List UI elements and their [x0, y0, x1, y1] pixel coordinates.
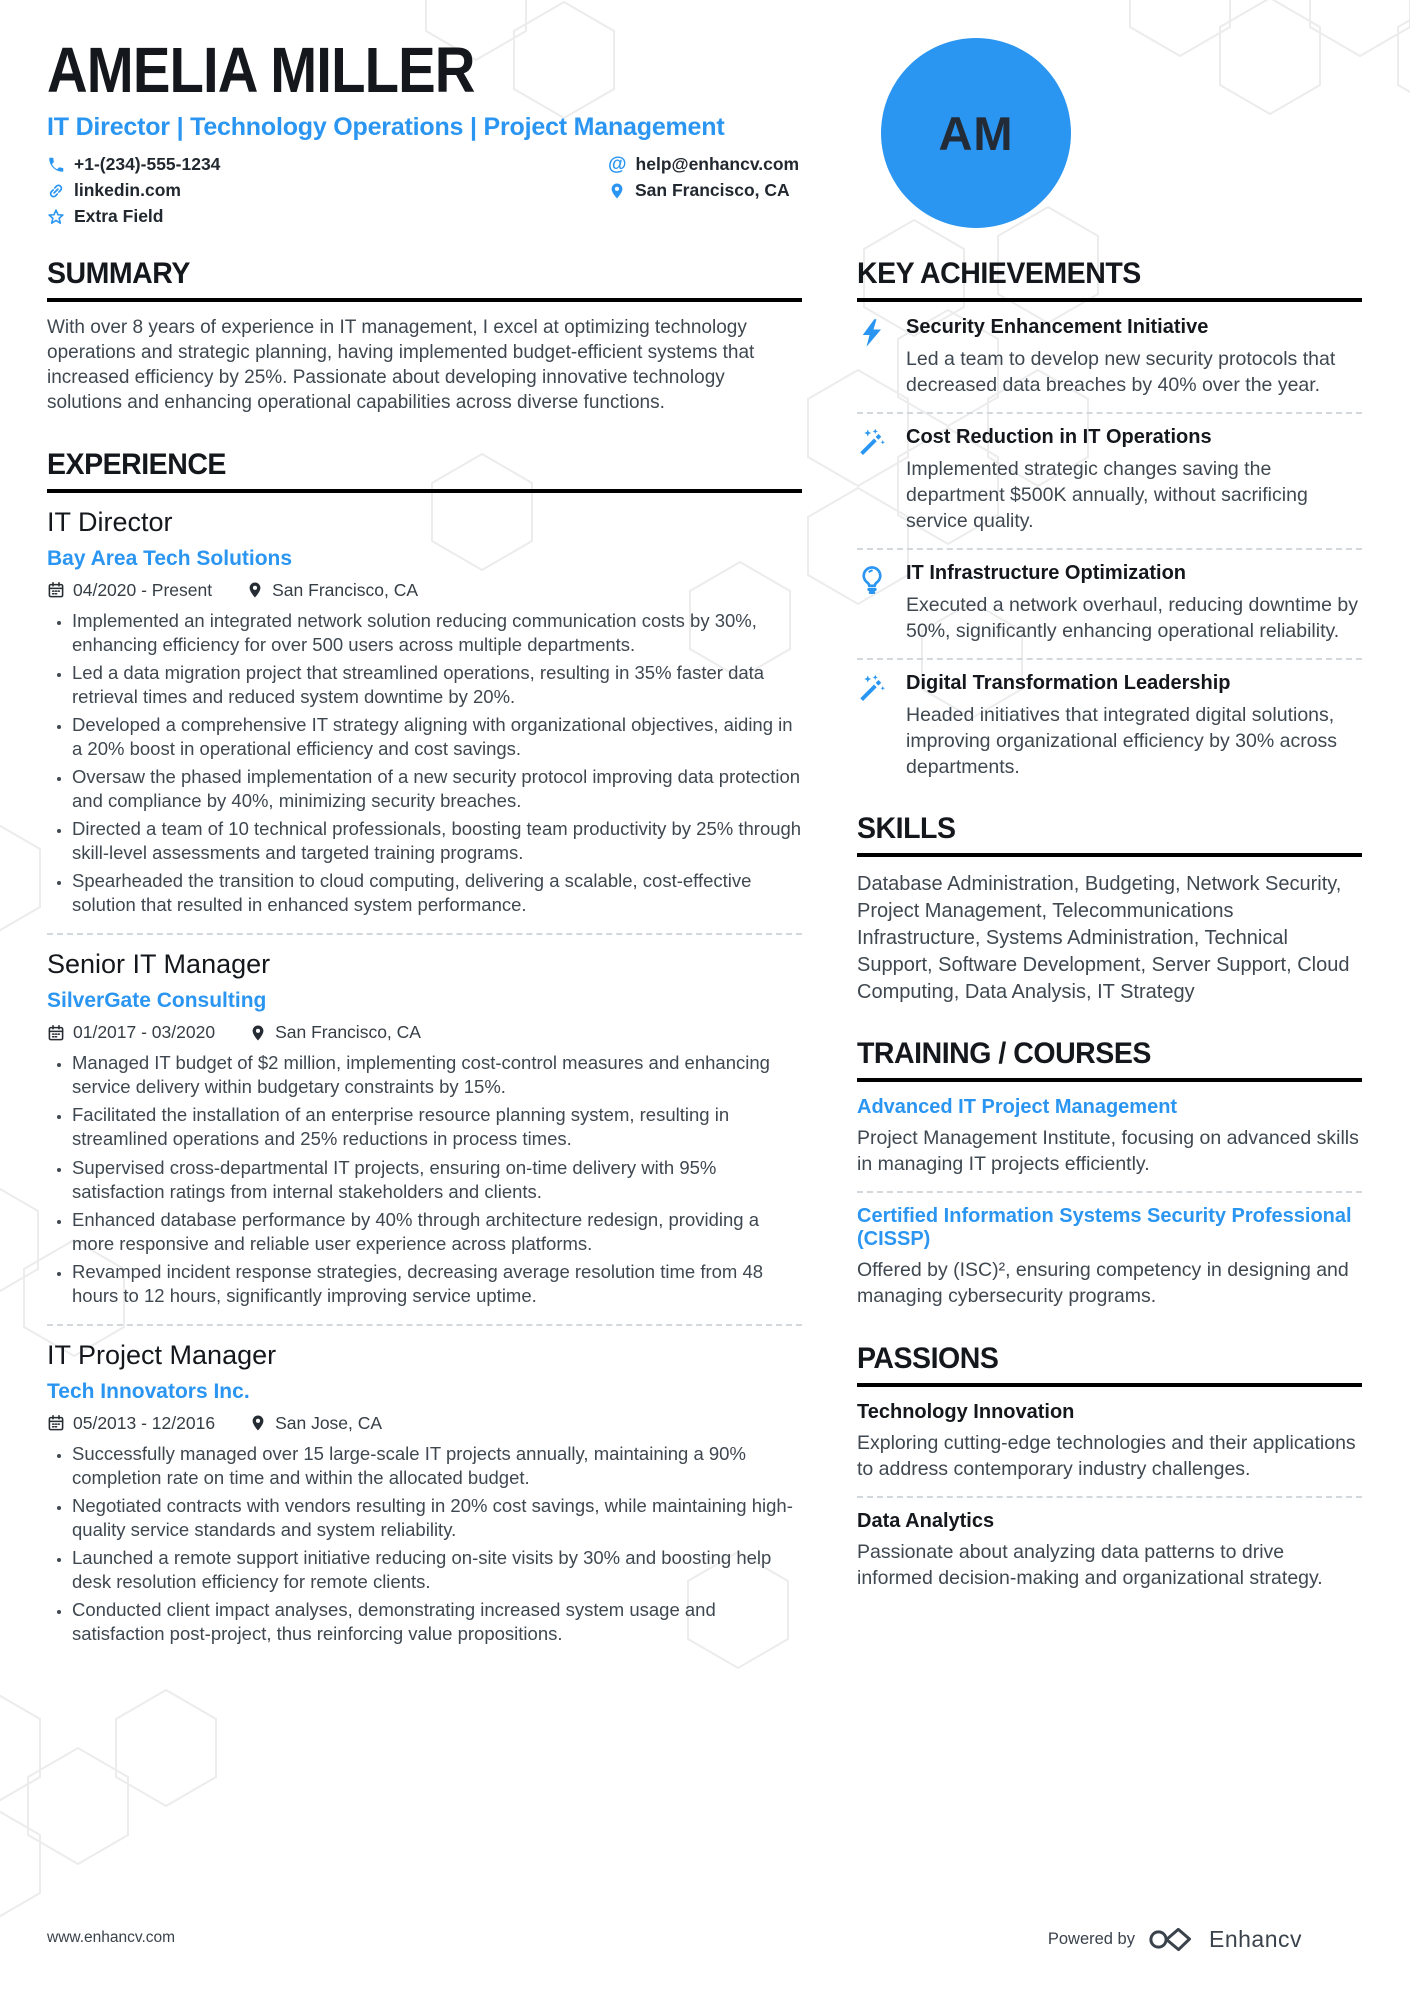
achievement-item	[857, 426, 1362, 535]
location-icon	[249, 1024, 267, 1042]
job-headline: IT Director | Technology Operations | Project Management	[47, 113, 725, 142]
job-bullet: • Conducted client impact analyses, demonstrating increased system usage and satisfaction post-project, thus reinforcing value propositions.	[72, 1598, 802, 1646]
location-icon	[249, 1414, 267, 1432]
hexagon-decor	[114, 1688, 218, 1808]
course-divider	[857, 1191, 1362, 1193]
course-item	[857, 1205, 1362, 1310]
achievement-divider	[857, 548, 1362, 550]
summary-text: With over 8 years of experience in IT management, I excel at optimizing technology operations and strategic planning, having implemented budget-efficient systems that increased efficiency by 25%. Passionate about developing innovative technology solutions and enhancing operational capabilities across diverse functions.	[47, 317, 755, 413]
passion-text: Exploring cutting-edge technologies and their applications to address contemporary industry challenges.	[857, 1432, 1356, 1481]
course-item	[857, 1096, 1362, 1178]
job-bullet: • Developed a comprehensive IT strategy aligning with organizational objectives, aiding in a 20% boost in operational efficiency and cost savings.	[72, 713, 802, 761]
location-icon	[608, 182, 626, 200]
job-dates: 04/2020 - Present	[47, 580, 212, 601]
job-bullet: • Spearheaded the transition to cloud computing, delivering a scalable, cost-effective solution that resulted in enhanced system performance.	[72, 869, 802, 917]
job-company: SilverGate Consulting	[47, 989, 267, 1013]
experience-section	[47, 448, 802, 1646]
phone-number: +1-(234)-555-1234	[74, 154, 221, 175]
achievement-title: Security Enhancement Initiative	[906, 316, 1209, 339]
at-icon: @	[608, 154, 627, 176]
job-company: Bay Area Tech Solutions	[47, 546, 293, 570]
job-location: San Francisco, CA	[249, 1022, 421, 1043]
contact-info	[47, 154, 947, 227]
achievement-item	[857, 562, 1362, 645]
avatar-initials: AM	[938, 106, 1014, 160]
passions-heading: PASSIONS	[857, 1342, 1362, 1387]
skills-heading: SKILLS	[857, 812, 1362, 857]
job-dates: 05/2013 - 12/2016	[47, 1413, 215, 1434]
passion-divider	[857, 1496, 1362, 1498]
magic-wand-icon	[857, 674, 887, 704]
entry-divider	[47, 1324, 802, 1326]
summary-section	[47, 257, 802, 416]
job-location: San Francisco, CA	[246, 580, 418, 601]
summary-heading: SUMMARY	[47, 257, 802, 302]
skills-list: Database Administration, Budgeting, Network Security, Project Management, Telecommunications Infrastructure, Systems Administration, Technical Support, Software Development, Server Support, Cloud Computing, Data Analysis, IT Strategy	[857, 873, 1350, 1003]
passion-item	[857, 1401, 1362, 1483]
phone-contact[interactable]	[47, 154, 608, 175]
job-meta	[47, 1022, 802, 1043]
linkedin-contact[interactable]	[47, 180, 608, 201]
calendar-icon	[47, 1024, 65, 1042]
entry-divider	[47, 933, 802, 935]
key-achievements-section	[857, 257, 1362, 780]
hexagon-decor	[26, 1746, 130, 1866]
passion-item	[857, 1510, 1362, 1592]
job-title: IT Director	[47, 506, 173, 537]
job-bullets	[47, 1442, 802, 1646]
calendar-icon	[47, 581, 65, 599]
experience-heading: EXPERIENCE	[47, 448, 802, 493]
job-company: Tech Innovators Inc.	[47, 1379, 250, 1403]
skills-section	[857, 812, 1362, 1005]
job-bullet: • Facilitated the installation of an enterprise resource planning system, resulting in streamlined operations and 25% reductions in process times.	[72, 1103, 802, 1151]
hexagon-decor	[0, 1688, 42, 1808]
achievement-item	[857, 316, 1362, 399]
link-icon	[47, 182, 65, 200]
achievement-title: Cost Reduction in IT Operations	[906, 426, 1212, 449]
lightbulb-icon	[857, 564, 887, 594]
resume-header	[47, 34, 1362, 227]
bolt-icon	[857, 318, 887, 348]
job-bullet: • Managed IT budget of $2 million, implementing cost-control measures and enhancing service delivery within budgetary constraints by 15%.	[72, 1051, 802, 1099]
passion-title: Technology Innovation	[857, 1401, 1075, 1424]
key-achievements-heading: KEY ACHIEVEMENTS	[857, 257, 1362, 302]
job-title: IT Project Manager	[47, 1339, 277, 1370]
job-bullets	[47, 609, 802, 918]
calendar-icon	[47, 1414, 65, 1432]
achievement-title: IT Infrastructure Optimization	[906, 561, 1187, 584]
magic-wand-icon	[857, 428, 887, 458]
job-location: San Jose, CA	[249, 1413, 382, 1434]
achievement-item	[857, 672, 1362, 781]
passions-section	[857, 1342, 1362, 1592]
experience-entry	[47, 949, 802, 1307]
star-icon	[47, 208, 65, 226]
job-bullet: • Launched a remote support initiative reducing on-site visits by 30% and boosting help desk resolution efficiency for remote clients.	[72, 1546, 802, 1594]
extra-field-contact	[47, 206, 608, 227]
extra-field-text: Extra Field	[74, 206, 164, 227]
achievement-text: Implemented strategic changes saving the department $500K annually, without sacrificing service quality.	[906, 458, 1308, 532]
job-bullet: • Supervised cross-departmental IT projects, ensuring on-time delivery with 95% satisfaction ratings from internal stakeholders and clients.	[72, 1156, 802, 1204]
brand-name: Enhancv	[1208, 1926, 1302, 1952]
job-bullet: • Led a data migration project that streamlined operations, resulting in 35% faster data retrieval times and reduced system downtime by 20%.	[72, 661, 802, 709]
hexagon-decor	[0, 1804, 42, 1924]
experience-entry	[47, 507, 802, 918]
email-address: help@enhancv.com	[635, 154, 800, 175]
job-bullet: • Negotiated contracts with vendors resulting in 20% cost savings, while maintaining high-quality service standards and system reliability.	[72, 1494, 802, 1542]
achievement-text: Executed a network overhaul, reducing downtime by 50%, significantly enhancing operational reliability.	[906, 593, 1359, 642]
job-meta	[47, 1413, 802, 1434]
job-meta	[47, 580, 802, 601]
phone-icon	[47, 156, 65, 174]
course-title: Certified Information Systems Security Professional (CISSP)	[857, 1205, 1352, 1251]
training-heading: TRAINING / COURSES	[857, 1037, 1362, 1082]
experience-entry	[47, 1340, 802, 1646]
location-text: San Francisco, CA	[635, 180, 790, 201]
course-text: Project Management Institute, focusing on advanced skills in managing IT projects efficiently.	[857, 1127, 1359, 1176]
achievement-divider	[857, 658, 1362, 660]
person-name: AMELIA MILLER	[47, 34, 475, 106]
job-bullet: • Enhanced database performance by 40% through architecture redesign, providing a more responsive and reliable user experience across platforms.	[72, 1208, 802, 1256]
powered-by-block[interactable]	[1048, 1926, 1302, 1953]
training-section	[857, 1037, 1362, 1310]
job-bullet: • Directed a team of 10 technical professionals, boosting team productivity by 25% through skill-level assessments and targeted training programs.	[72, 817, 802, 865]
avatar	[881, 38, 1071, 228]
job-bullet: • Successfully managed over 15 large-scale IT projects annually, maintaining a 90% completion rate on time and within the allocated budget.	[72, 1442, 802, 1490]
job-bullet: • Oversaw the phased implementation of a new security protocol improving data protection and compliance by 40%, minimizing security breaches.	[72, 765, 802, 813]
job-bullet: • Revamped incident response strategies, decreasing average resolution time from 48 hours to 12 hours, significantly improving service uptime.	[72, 1260, 802, 1308]
course-title: Advanced IT Project Management	[857, 1096, 1178, 1119]
passion-text: Passionate about analyzing data patterns to drive informed decision-making and organizational strategy.	[857, 1541, 1323, 1589]
achievement-divider	[857, 412, 1362, 414]
job-title: Senior IT Manager	[47, 949, 271, 980]
enhancv-logo-icon	[1149, 1926, 1195, 1953]
course-text: Offered by (ISC)², ensuring competency in designing and managing cybersecurity programs.	[857, 1259, 1349, 1308]
achievement-text: Headed initiatives that integrated digital solutions, improving organizational efficiency by 30% across departments.	[906, 703, 1338, 778]
job-dates: 01/2017 - 03/2020	[47, 1022, 215, 1043]
site-url[interactable]: www.enhancv.com	[47, 1929, 176, 1946]
job-bullet: • Implemented an integrated network solution reducing communication costs by 30%, enhancing efficiency for over 500 users across multiple departments.	[72, 609, 802, 657]
passion-title: Data Analytics	[857, 1510, 995, 1532]
job-bullets	[47, 1051, 802, 1307]
linkedin-url: linkedin.com	[74, 180, 181, 201]
achievement-text: Led a team to develop new security protocols that decreased data breaches by 40% over the year.	[906, 348, 1336, 397]
powered-by-label: Powered by	[1047, 1930, 1135, 1948]
location-icon	[246, 581, 264, 599]
achievement-title: Digital Transformation Leadership	[906, 671, 1231, 694]
